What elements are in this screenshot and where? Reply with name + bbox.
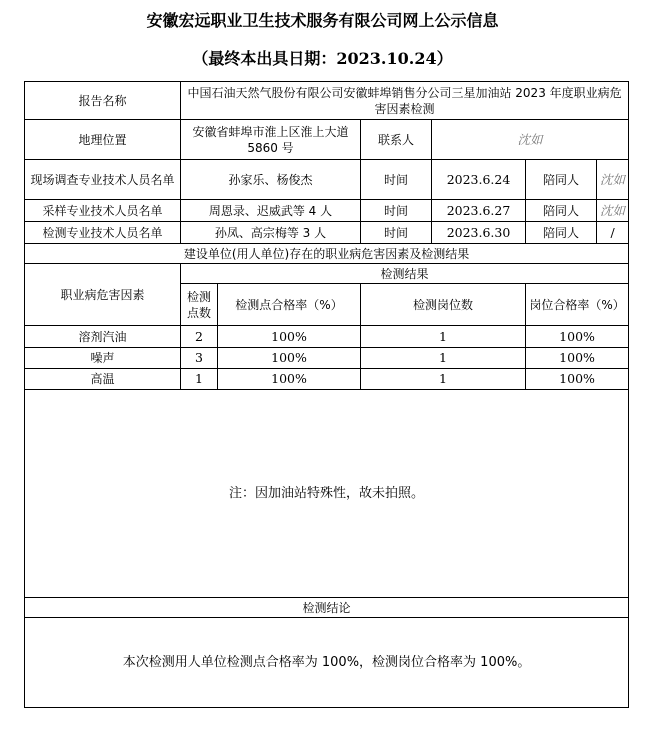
factor-cell: 噪声 [25, 348, 181, 369]
testing-escort-label: 陪同人 [526, 222, 597, 244]
survey-names: 孙家乐、杨俊杰 [181, 160, 361, 200]
testing-names: 孙凤、高宗梅等 3 人 [181, 222, 361, 244]
point-rate-cell: 100% [218, 348, 361, 369]
results-section-row [25, 244, 629, 264]
contact-signature: 沈如 [432, 120, 629, 160]
posts-cell: 1 [361, 348, 526, 369]
factor-header: 职业病危害因素 [25, 264, 181, 326]
survey-label: 现场调查专业技术人员名单 [25, 160, 181, 200]
point-rate-cell: 100% [218, 369, 361, 390]
results-header-row-1 [25, 264, 629, 284]
sampling-label: 采样专业技术人员名单 [25, 200, 181, 222]
sampling-escort-label: 陪同人 [526, 200, 597, 222]
survey-escort-label: 陪同人 [526, 160, 597, 200]
post-rate-cell: 100% [526, 369, 629, 390]
conclusion-title-row [25, 598, 629, 618]
col-post-rate-header: 岗位合格率（%） [526, 284, 629, 326]
conclusion-title: 检测结论 [25, 598, 629, 618]
report-name-row [25, 82, 629, 120]
factor-cell: 高温 [25, 369, 181, 390]
sampling-names: 周恩录、迟威武等 4 人 [181, 200, 361, 222]
sampling-escort-signature: 沈如 [597, 200, 629, 222]
testing-time-label: 时间 [361, 222, 432, 244]
contact-label: 联系人 [361, 120, 432, 160]
points-cell: 3 [181, 348, 218, 369]
photo-note: 注：因加油站特殊性，故未拍照。 [25, 390, 629, 598]
testing-time: 2023.6.30 [432, 222, 526, 244]
conclusion-text: 本次检测用人单位检测点合格率为 100%，检测岗位合格率为 100%。 [25, 618, 629, 708]
point-rate-cell: 100% [218, 326, 361, 348]
report-name-label: 报告名称 [25, 82, 181, 120]
testing-row [25, 222, 629, 244]
sampling-time: 2023.6.27 [432, 200, 526, 222]
survey-row [25, 160, 629, 200]
factor-cell: 溶剂汽油 [25, 326, 181, 348]
survey-time: 2023.6.24 [432, 160, 526, 200]
post-rate-cell: 100% [526, 348, 629, 369]
sampling-row [25, 200, 629, 222]
location-label: 地理位置 [25, 120, 181, 160]
location-row [25, 120, 629, 160]
testing-label: 检测专业技术人员名单 [25, 222, 181, 244]
conclusion-row [25, 618, 629, 708]
table-row [25, 326, 629, 348]
table-row [25, 348, 629, 369]
posts-cell: 1 [361, 326, 526, 348]
page-title: 安徽宏远职业卫生技术服务有限公司网上公示信息 [146, 11, 499, 30]
results-section-title: 建设单位(用人单位)存在的职业病危害因素及检测结果 [25, 244, 629, 264]
col-points-header: 检测点数 [181, 284, 218, 326]
testing-escort: / [597, 222, 629, 244]
note-row [25, 390, 629, 598]
survey-escort-signature: 沈如 [597, 160, 629, 200]
survey-time-label: 时间 [361, 160, 432, 200]
posts-cell: 1 [361, 369, 526, 390]
report-name-value: 中国石油天然气股份有限公司安徽蚌埠销售分公司三星加油站 2023 年度职业病危害因素检测 [181, 82, 629, 120]
col-point-rate-header: 检测点合格率（%） [218, 284, 361, 326]
points-cell: 2 [181, 326, 218, 348]
location-value: 安徽省蚌埠市淮上区淮上大道 5860 号 [181, 120, 361, 160]
post-rate-cell: 100% [526, 326, 629, 348]
disclosure-table [24, 81, 629, 708]
points-cell: 1 [181, 369, 218, 390]
issue-date: （最终本出具日期：2023.10.24） [192, 49, 453, 68]
sampling-time-label: 时间 [361, 200, 432, 222]
table-row [25, 369, 629, 390]
results-group-header: 检测结果 [181, 264, 629, 284]
col-posts-header: 检测岗位数 [361, 284, 526, 326]
